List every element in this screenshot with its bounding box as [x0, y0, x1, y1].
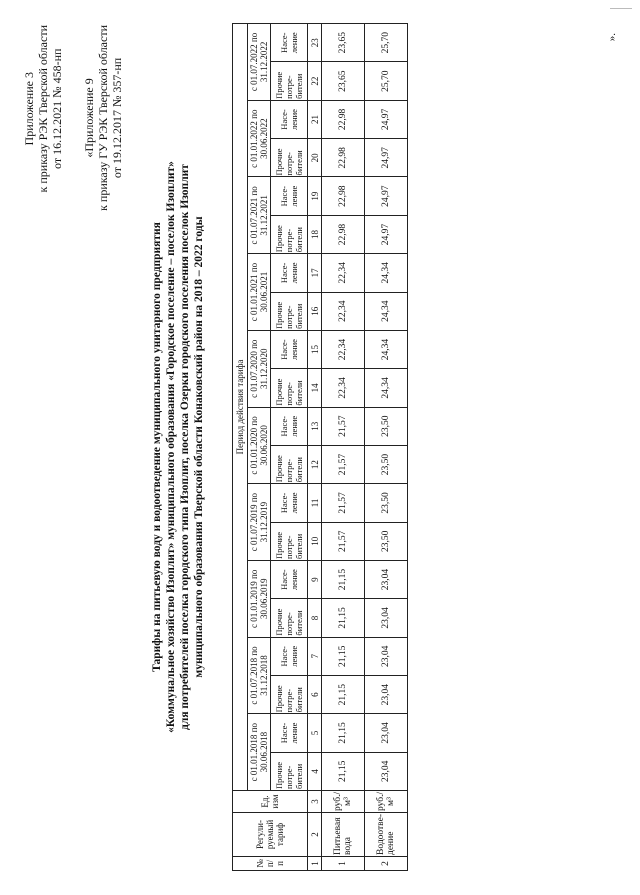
- tariff-value: 21,15: [322, 675, 365, 713]
- table-row-wastewater: [365, 24, 408, 871]
- tariff-value: 24,34: [365, 369, 408, 407]
- subheader-other-consumers: Прочие потре-бители: [271, 369, 308, 407]
- appendix-line: «Приложение 9: [82, 78, 96, 158]
- column-number: 9: [308, 560, 322, 598]
- subheader-population: Насе-ление: [271, 484, 308, 522]
- tariff-value: 23,50: [365, 522, 408, 560]
- tariff-value: 23,50: [365, 484, 408, 522]
- tariff-value: 23,04: [365, 599, 408, 637]
- tariff-value: 21,15: [322, 714, 365, 752]
- tariff-value: 21,57: [322, 407, 365, 445]
- title-line: муниципального образования Тверской области Конаковский район на 2018 – 2022 годы: [193, 216, 205, 678]
- row-number: 1: [322, 857, 365, 871]
- appendix-line: от 19.12.2017 № 357-нп: [110, 57, 124, 179]
- column-number: 2: [308, 813, 322, 857]
- subheader-population: Насе-ление: [271, 560, 308, 598]
- tariff-value: 22,34: [322, 330, 365, 368]
- table-row-drinking-water: [322, 24, 365, 871]
- title-line: для потребителей поселка городского типа Изоплит, поселка Озерки городского поселения поселок Изоплит: [179, 164, 191, 730]
- period-header: с 01.01.2021 по 30.06.2021: [248, 254, 271, 331]
- tariff-value: 23,04: [365, 675, 408, 713]
- subheader-population: Насе-ление: [271, 177, 308, 215]
- subheader-other-consumers: Прочие потре-бители: [271, 752, 308, 790]
- subheader-population: Насе-ление: [271, 24, 308, 62]
- tariff-value: 25,70: [365, 24, 408, 62]
- appendix-reference-old: [82, 25, 124, 211]
- subheader-other-consumers: Прочие потре-бители: [271, 522, 308, 560]
- header-tariff-name: Регули-руемый тариф: [233, 813, 308, 857]
- column-number: 23: [308, 24, 322, 62]
- header-period: Период действия тарифа: [233, 24, 248, 791]
- tariff-value: 24,97: [365, 177, 408, 215]
- column-number: 19: [308, 177, 322, 215]
- tariff-value: 24,34: [365, 292, 408, 330]
- column-number: 15: [308, 330, 322, 368]
- column-number: 8: [308, 599, 322, 637]
- tariff-value: 23,04: [365, 752, 408, 790]
- column-number: 1: [308, 857, 322, 871]
- column-number: 4: [308, 752, 322, 790]
- rotated-document-page: [10, 17, 630, 877]
- tariff-table: [232, 23, 408, 871]
- tariff-value: 23,04: [365, 560, 408, 598]
- column-number: 20: [308, 139, 322, 177]
- tariff-value: 24,34: [365, 330, 408, 368]
- tariff-value: 22,34: [322, 369, 365, 407]
- header-unit: Ед. изм: [233, 791, 308, 813]
- subheader-population: Насе-ление: [271, 714, 308, 752]
- subheader-other-consumers: Прочие потре-бители: [271, 599, 308, 637]
- tariff-value: 22,98: [322, 177, 365, 215]
- tariff-value: 24,97: [365, 100, 408, 138]
- row-tariff-name: Водоотве-дение: [365, 813, 408, 857]
- period-header: с 01.01.2018 по 30.06.2018: [248, 714, 271, 791]
- period-header: с 01.01.2019 по 30.06.2019: [248, 560, 271, 637]
- column-number: 3: [308, 791, 322, 813]
- column-number: 22: [308, 62, 322, 100]
- appendix-line: к приказу РЭК Тверской области: [36, 25, 50, 193]
- tariff-value: 23,50: [365, 407, 408, 445]
- subheader-population: Насе-ление: [271, 330, 308, 368]
- column-number: 11: [308, 484, 322, 522]
- tariff-value: 22,34: [322, 254, 365, 292]
- appendix-reference-new: [22, 25, 64, 192]
- appendix-line: к приказу ГУ РЭК Тверской области: [96, 25, 110, 211]
- tariff-value: 23,04: [365, 637, 408, 675]
- closing-quote: ».: [606, 33, 618, 42]
- period-header: с 01.07.2019 по 31.12.2019: [248, 484, 271, 561]
- column-number: 14: [308, 369, 322, 407]
- tariff-value: 24,97: [365, 215, 408, 253]
- column-number: 18: [308, 215, 322, 253]
- subheader-other-consumers: Прочие потре-бители: [271, 445, 308, 483]
- tariff-value: 21,15: [322, 752, 365, 790]
- column-number: 5: [308, 714, 322, 752]
- tariff-value: 22,34: [322, 292, 365, 330]
- tariff-value: 21,57: [322, 522, 365, 560]
- column-number: 16: [308, 292, 322, 330]
- appendix-line: от 16.12.2021 № 458-нп: [50, 48, 64, 169]
- column-number: 6: [308, 675, 322, 713]
- column-number: 10: [308, 522, 322, 560]
- subheader-other-consumers: Прочие потре-бители: [271, 292, 308, 330]
- row-number: 2: [365, 857, 408, 871]
- subheader-population: Насе-ление: [271, 254, 308, 292]
- subheader-population: Насе-ление: [271, 637, 308, 675]
- row-unit: руб./м³: [365, 791, 408, 813]
- subheader-other-consumers: Прочие потре-бители: [271, 215, 308, 253]
- tariff-value: 24,97: [365, 139, 408, 177]
- column-number: 13: [308, 407, 322, 445]
- tariff-value: 22,98: [322, 139, 365, 177]
- scan-edge-mark: [610, 8, 632, 9]
- period-header: с 01.01.2022 по 30.06.2022: [248, 100, 271, 177]
- column-number: 21: [308, 100, 322, 138]
- period-header: с 01.07.2020 по 31.12.2020: [248, 330, 271, 407]
- period-header: с 01.01.2020 по 30.06.2020: [248, 407, 271, 484]
- title-line: Тарифы на питьевую воду и водоотведение муниципального унитарного предприятия: [151, 222, 163, 672]
- column-number: 17: [308, 254, 322, 292]
- tariff-value: 23,04: [365, 714, 408, 752]
- tariff-value: 23,65: [322, 24, 365, 62]
- tariff-value: 21,15: [322, 560, 365, 598]
- header-number: № п/п: [233, 857, 308, 871]
- appendix-line: Приложение 3: [22, 72, 36, 146]
- tariff-value: 22,98: [322, 215, 365, 253]
- period-header: с 01.07.2022 по 31.12.2022: [248, 24, 271, 101]
- document-title: [150, 17, 206, 877]
- tariff-value: 24,34: [365, 254, 408, 292]
- tariff-value: 25,70: [365, 62, 408, 100]
- title-line: «Коммунальное хозяйство Изоплит» муниципального образования «Городское поселение – поселок Изоплит»: [165, 161, 177, 733]
- tariff-value: 23,50: [365, 445, 408, 483]
- column-number: 7: [308, 637, 322, 675]
- tariff-value: 21,15: [322, 637, 365, 675]
- tariff-value: 21,57: [322, 445, 365, 483]
- row-tariff-name: Питьевая вода: [322, 813, 365, 857]
- subheader-other-consumers: Прочие потре-бители: [271, 62, 308, 100]
- row-unit: руб./м³: [322, 791, 365, 813]
- period-header: с 01.07.2018 по 31.12.2018: [248, 637, 271, 714]
- period-header: с 01.07.2021 по 31.12.2021: [248, 177, 271, 254]
- subheader-population: Насе-ление: [271, 100, 308, 138]
- column-number: 12: [308, 445, 322, 483]
- tariff-value: 21,15: [322, 599, 365, 637]
- subheader-population: Насе-ление: [271, 407, 308, 445]
- subheader-other-consumers: Прочие потре-бители: [271, 675, 308, 713]
- tariff-value: 23,65: [322, 62, 365, 100]
- tariff-value: 21,57: [322, 484, 365, 522]
- tariff-value: 22,98: [322, 100, 365, 138]
- subheader-other-consumers: Прочие потре-бители: [271, 139, 308, 177]
